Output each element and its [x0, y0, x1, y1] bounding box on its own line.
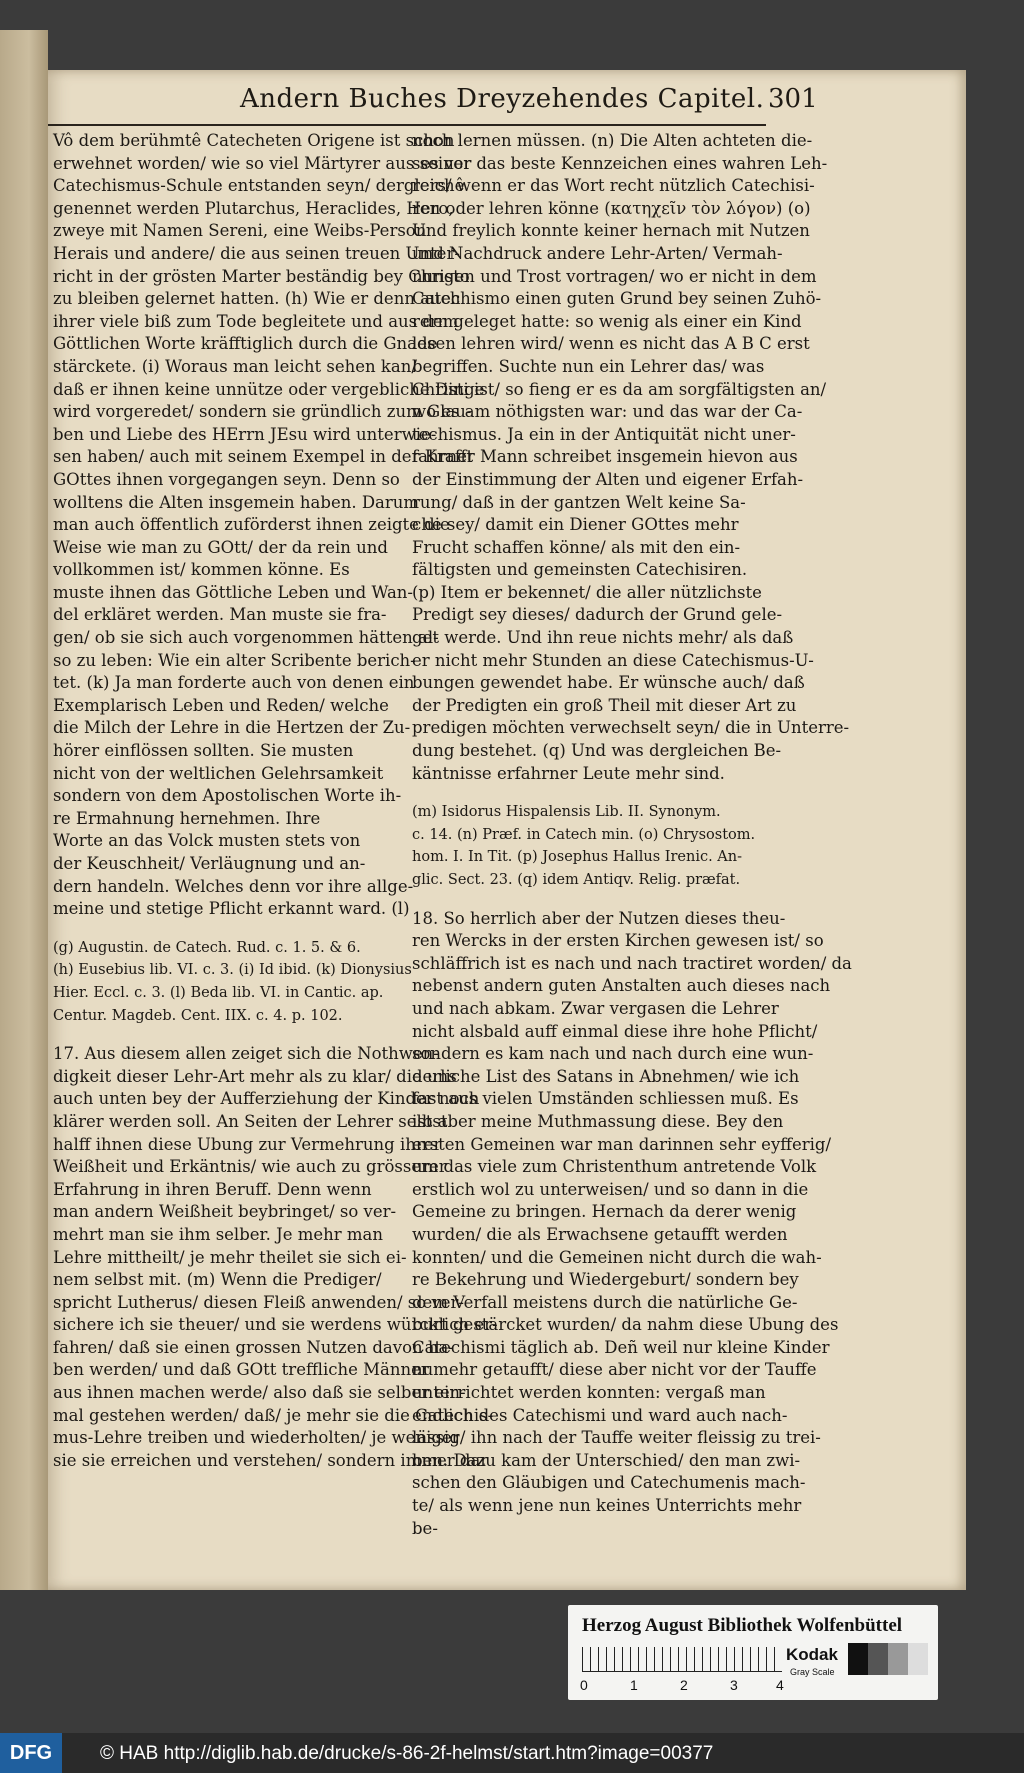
paragraph-gap	[412, 785, 764, 801]
text-line: richt in der grösten Marter beständig bey Christo	[53, 266, 470, 286]
footnote-line: glic. Sect. 23. (q) idem Antiqv. Relig. præfat.	[412, 872, 741, 888]
text-line: Und freylich konnte keiner hernach mit Nutzen	[412, 221, 810, 241]
text-line: sen haben/ auch mit seinem Exempel in der Krafft	[53, 447, 474, 467]
text-line: Gemeine zu bringen. Hernach da derer wenig	[412, 1202, 797, 1222]
paragraph-gap	[53, 1027, 405, 1043]
gray-scale-patches	[848, 1643, 928, 1675]
text-line: aus ihnen machen werde/ also daß sie selber ein-	[53, 1383, 466, 1403]
text-line: ren Wercks in der ersten Kirchen gewesen ist/ so	[412, 931, 824, 951]
text-line: mus-Lehre treiben und wiederholten/ je weniger	[53, 1428, 460, 1448]
text-line: erstlich wol zu unterweisen/ und so dann in die	[412, 1179, 809, 1199]
text-line: muste ihnen das Göttliche Leben und Wan-	[53, 582, 414, 602]
text-line: stärckete. (i) Woraus man leicht sehen kan/	[53, 356, 417, 376]
text-line: nem selbst mit. (m) Wenn die Prediger/	[53, 1270, 382, 1290]
text-line: fältigsten und gemeinsten Catechisiren.	[412, 560, 748, 580]
text-line: te/ als wenn jene nun keines Unterrichts mehr	[412, 1496, 802, 1516]
paragraph-gap	[412, 892, 764, 908]
text-line: wird vorgeredet/ sondern sie gründlich zum Glau-	[53, 402, 472, 422]
stamp-title: Herzog August Bibliothek Wolfenbüttel	[582, 1615, 903, 1636]
left-column	[53, 130, 498, 1472]
text-line: re Bekehrung und Wiedergeburt/ sondern bey	[412, 1270, 799, 1290]
text-line: ersten Gemeinen war man darinnen sehr eyfferig/	[412, 1134, 832, 1154]
text-line: Exemplarisch Leben und Reden/ welche	[53, 695, 389, 715]
text-line: sichere ich sie theuer/ und sie werdens würcklich er-	[53, 1315, 498, 1335]
text-line: sondern es kam nach und nach durch eine wun-	[412, 1044, 814, 1064]
text-line: auch unten bey der Aufferziehung der Kinder noch	[53, 1089, 480, 1109]
page-number: 301	[768, 84, 818, 114]
text-line: man auch öffentlich zuförderst ihnen zeigte die	[53, 515, 450, 535]
text-line: rung/ daß in der gantzen Welt keine Sa-	[412, 492, 746, 512]
text-line: der Keuschheit/ Verläugnung und an-	[53, 854, 366, 873]
text-line: hörer einflössen sollten. Sie musten	[53, 741, 354, 761]
text-line: ben werden/ und daß GOtt treffliche Männer	[53, 1360, 429, 1380]
text-line: schläffrich ist es nach und nach tractiret worden/ da	[412, 953, 852, 973]
text-line: man andern Weißheit beybringet/ so ver-	[53, 1202, 397, 1222]
text-line: noch lernen müssen. (n) Die Alten achteten die-	[412, 131, 813, 150]
text-line: schen den Gläubigen und Catechumenis mach-	[412, 1473, 806, 1493]
text-line: spricht Lutherus/ diesen Fleiß anwenden/ so ver-	[53, 1292, 465, 1312]
text-line: er nicht mehr Stunden an diese Catechismus-U-	[412, 650, 814, 670]
footnote-line: Centur. Magdeb. Cent. IIX. c. 4. p. 102.	[53, 1007, 343, 1024]
footnote-line: (g) Augustin. de Catech. Rud. c. 1. 5. & 6.	[53, 939, 361, 956]
text-line: che sey/ damit ein Diener GOttes mehr	[412, 515, 739, 535]
running-head: Andern Buches Dreyzehendes Capitel.	[240, 84, 765, 114]
scale-number: 2	[680, 1677, 688, 1693]
text-line: so zu leben: Wie ein alter Scribente berich-	[53, 650, 416, 670]
text-line: konnten/ und die Gemeinen nicht durch die wah-	[412, 1247, 822, 1267]
text-line: wo es am nöthigsten war: und das war der Ca-	[412, 402, 803, 422]
footnote-line: hom. I. In Tit. (p) Josephus Hallus Irenic. An-	[412, 849, 743, 866]
text-line: und nach abkam. Zwar vergasen die Lehrer	[412, 998, 779, 1018]
kodak-logo: Kodak	[786, 1645, 838, 1664]
text-line: ben. Dazu kam der Unterschied/ den man zwi-	[412, 1450, 801, 1470]
footnote-line: Hier. Eccl. c. 3. (l) Beda lib. VI. in Cantic. ap.	[53, 984, 384, 1001]
text-line: zweye mit Namen Sereni, eine Weibs-Person	[53, 221, 427, 241]
paragraph-gap	[53, 921, 405, 937]
text-line: fahren/ daß sie einen grossen Nutzen davon ha-	[53, 1337, 454, 1357]
text-line: be-	[412, 1518, 438, 1538]
text-line: meine und stetige Pflicht erkannt ward. (l)	[53, 899, 410, 919]
text-line: Worte an das Volck musten stets von	[53, 831, 361, 851]
right-column	[412, 130, 852, 1540]
facing-page-edge	[0, 30, 48, 1590]
text-line: wurden/ die als Erwachsene getaufft werden	[412, 1224, 788, 1244]
text-line: mal gestehen werden/ daß/ je mehr sie die Catechis-	[53, 1405, 494, 1425]
text-line: tet. (k) Ja man forderte auch von denen ein	[53, 673, 415, 693]
text-line: und Nachdruck andere Lehr-Arten/ Vermah-	[412, 243, 783, 263]
text-line: um das viele zum Christenthum antretende Volk	[412, 1157, 817, 1177]
text-line: endlich des Catechismi und ward auch nach-	[412, 1405, 788, 1425]
text-line: re Ermahnung hernehmen. Ihre	[53, 808, 321, 828]
text-line: daß er ihnen keine unnütze oder vergebliche Dinge	[53, 379, 485, 399]
text-line: fast aus vielen Umständen schliessen muß. Es	[412, 1089, 799, 1109]
gray-scale-label: Gray Scale	[790, 1667, 835, 1677]
text-line: Weise wie man zu GOtt/ der da rein und	[53, 537, 388, 557]
text-line: Herais und andere/ die aus seinen treuen Unter-	[53, 243, 460, 263]
text-line: nebenst andern guten Anstalten auch dieses nach	[412, 976, 831, 996]
text-line: Vô dem berühmtê Catecheten Origene ist schon	[53, 131, 455, 150]
text-line: get werde. Und ihn reue nichts mehr/ als daß	[412, 628, 794, 648]
scale-number: 1	[630, 1677, 638, 1693]
footnote-line: (h) Eusebius lib. VI. c. 3. (i) Id ibid. (k) Dionysius	[53, 962, 412, 979]
text-line: ist aber meine Muthmassung diese. Bey den	[412, 1111, 784, 1131]
text-line: Catechismi täglich ab. Deñ weil nur kleine Kinder	[412, 1337, 830, 1357]
text-line: predigen möchten verwechselt seyn/ die in Unterre-	[412, 718, 850, 738]
scale-number: 4	[776, 1677, 784, 1693]
text-line: rern geleget hatte: so wenig als einer ein Kind	[412, 311, 802, 331]
text-line: 18. So herrlich aber der Nutzen dieses theu-	[412, 908, 786, 928]
text-line: Weißheit und Erkäntnis/ wie auch zu grösserer	[53, 1157, 447, 1177]
text-line: rers/ wenn er das Wort recht nützlich Catechisi-	[412, 176, 815, 196]
text-line: dern handeln. Welches denn vor ihre allge-	[53, 876, 414, 896]
text-line: erwehnet worden/ wie so viel Märtyrer aus seiner	[53, 153, 472, 173]
footnote-line: c. 14. (n) Præf. in Catech min. (o) Chrysostom.	[412, 826, 756, 843]
text-line: halff ihnen diese Ubung zur Vermehrung ihrer	[53, 1134, 442, 1154]
text-line: dem Verfall meistens durch die natürliche Ge-	[412, 1292, 798, 1312]
dfg-logo: DFG	[0, 1733, 62, 1773]
text-line: Göttlichen Worte kräfftiglich durch die Gnade	[53, 334, 438, 354]
text-line: der Predigten ein groß Theil mit dieser Art zu	[412, 695, 797, 715]
library-stamp	[568, 1605, 938, 1700]
text-line: Predigt sey dieses/ dadurch der Grund gele-	[412, 605, 783, 625]
text-line: GOttes ihnen vorgegangen seyn. Denn so	[53, 469, 400, 489]
scale-number: 3	[730, 1677, 738, 1693]
text-line: gen/ ob sie sich auch vorgenommen hätten al-	[53, 628, 439, 648]
scale-number: 0	[580, 1677, 588, 1693]
text-line: burt gestärcket wurden/ da nahm diese Ubung des	[412, 1315, 839, 1335]
text-line: der Einstimmung der Alten und eigener Erfah-	[412, 469, 804, 489]
text-line: (p) Item er bekennet/ die aller nützlichste	[412, 582, 762, 602]
text-line: numehr getaufft/ diese aber nicht vor der Tauffe	[412, 1360, 817, 1380]
text-line: vollkommen ist/ kommen könne. Es	[53, 560, 350, 580]
text-line: Lehre mittheilt/ je mehr theilet sie sich ei-	[53, 1247, 407, 1267]
text-line: ses vor das beste Kennzeichen eines wahren Leh-	[412, 153, 828, 173]
text-line: nungen und Trost vortragen/ wo er nicht in dem	[412, 266, 817, 286]
text-line: sondern von dem Apostolischen Worte ih-	[53, 786, 402, 806]
text-line: sie sie erreichen und verstehen/ sondern immer dar	[53, 1450, 489, 1470]
text-line: fahrner Mann schreibet insgemein hievon aus	[412, 447, 798, 467]
measure-ruler	[582, 1647, 782, 1672]
footnote-line: (m) Isidorus Hispalensis Lib. II. Synonym.	[412, 804, 721, 821]
text-line: nicht von der weltlichen Gelehrsamkeit	[53, 763, 384, 783]
text-line: zu bleiben gelernet hatten. (h) Wie er denn auch	[53, 289, 461, 309]
text-line: digkeit dieser Lehr-Art mehr als zu klar/ die uns	[53, 1066, 457, 1086]
text-line: unterrichtet werden konnten: vergaß man	[412, 1383, 766, 1403]
footer-source-link[interactable]: © HAB http://diglib.hab.de/drucke/s-86-2f-helmst/start.htm?image=00377	[100, 1743, 714, 1764]
text-line: ren oder lehren könne (κατηχεῖν τὸν λόγον) (o)	[412, 198, 811, 218]
header-rule	[48, 124, 766, 126]
text-line: 17. Aus diesem allen zeiget sich die Nothwen-	[53, 1044, 439, 1064]
text-line: wolltens die Alten insgemein haben. Darum	[53, 492, 420, 512]
text-line: mehrt man sie ihm selber. Je mehr man	[53, 1224, 384, 1244]
text-line: genennet werden Plutarchus, Heraclides, Hero,	[53, 198, 454, 218]
text-line: ben und Liebe des HErrn JEsu wird unterwie-	[53, 424, 437, 444]
text-line: ihrer viele biß zum Tode begleitete und aus dem	[53, 311, 459, 331]
text-line: lesen lehren wird/ wenn es nicht das A B C erst	[412, 334, 810, 354]
text-line: begriffen. Suchte nun ein Lehrer das/ was	[412, 356, 765, 376]
text-line: Erfahrung in ihren Beruff. Denn wenn	[53, 1179, 372, 1199]
text-line: techismus. Ja ein in der Antiquität nicht uner-	[412, 424, 796, 444]
text-line: käntnisse erfahrner Leute mehr sind.	[412, 763, 725, 783]
text-line: Catechismo einen guten Grund bey seinen Zuhö-	[412, 289, 822, 309]
text-line: del erkläret werden. Man muste sie fra-	[53, 605, 387, 625]
text-line: Christi ist/ so fieng er es da am sorgfältigsten an/	[412, 379, 827, 399]
text-line: die Milch der Lehre in die Hertzen der Zu-	[53, 718, 411, 738]
text-line: derliche List des Satans in Abnehmen/ wie ich	[412, 1066, 800, 1086]
text-line: nicht alsbald auff einmal diese ihre hohe Pflicht/	[412, 1021, 818, 1041]
text-line: Catechismus-Schule entstanden seyn/ dergleichê	[53, 176, 465, 196]
text-line: Frucht schaffen könne/ als mit den ein-	[412, 537, 741, 557]
text-line: bungen gewendet habe. Er wünsche auch/ daß	[412, 673, 805, 693]
text-line: lässig/ ihn nach der Tauffe weiter fleissig zu trei-	[412, 1428, 821, 1448]
text-line: dung bestehet. (q) Und was dergleichen Be-	[412, 741, 782, 761]
text-line: klärer werden soll. An Seiten der Lehrer selbst	[53, 1111, 448, 1131]
